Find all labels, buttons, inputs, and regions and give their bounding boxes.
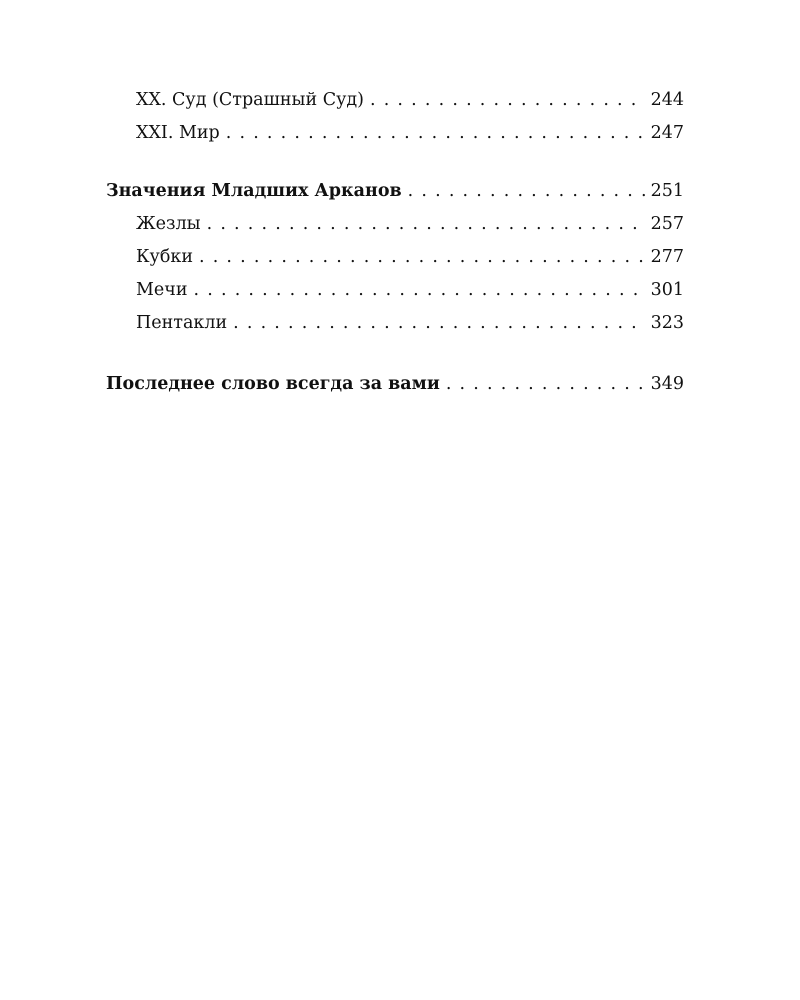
toc-entry-page: 247 (650, 123, 684, 143)
toc-entry-title: Пентакли (136, 313, 228, 333)
toc-section-page: 251 (650, 181, 684, 201)
toc-entry-cups[interactable] (106, 241, 684, 274)
toc-section-page: 349 (650, 374, 684, 394)
toc-entry-title: XXI. Мир (136, 123, 220, 143)
toc-entry-swords[interactable] (106, 274, 684, 307)
dot-leader (193, 241, 646, 274)
toc-entry-judgement[interactable] (106, 84, 684, 117)
toc-entry-page: 323 (650, 313, 684, 333)
toc-entry-title: XX. Суд (Страшный Суд) (136, 90, 364, 110)
dot-leader (227, 307, 646, 340)
toc-section-title: Последнее слово всегда за вами (106, 374, 440, 394)
dot-leader (201, 208, 646, 241)
toc-entry-page: 301 (650, 280, 684, 300)
toc-entry-title: Кубки (136, 247, 193, 267)
toc-entry-page: 277 (650, 247, 684, 267)
toc-section-minor-arcana[interactable] (106, 175, 684, 208)
toc-entry-pentacles[interactable] (106, 307, 684, 340)
toc-entry-title: Жезлы (136, 214, 201, 234)
toc-entry-page: 244 (650, 90, 684, 110)
table-of-contents (106, 84, 684, 401)
toc-section-last-word[interactable] (106, 368, 684, 401)
dot-leader (188, 274, 646, 307)
toc-entry-world[interactable] (106, 117, 684, 150)
toc-entry-title: Мечи (136, 280, 188, 300)
dot-leader (440, 368, 646, 401)
dot-leader (364, 84, 646, 117)
dot-leader (220, 117, 646, 150)
toc-entry-wands[interactable] (106, 208, 684, 241)
toc-section-title: Значения Младших Арканов (106, 181, 402, 201)
dot-leader (402, 175, 646, 208)
toc-entry-page: 257 (650, 214, 684, 234)
